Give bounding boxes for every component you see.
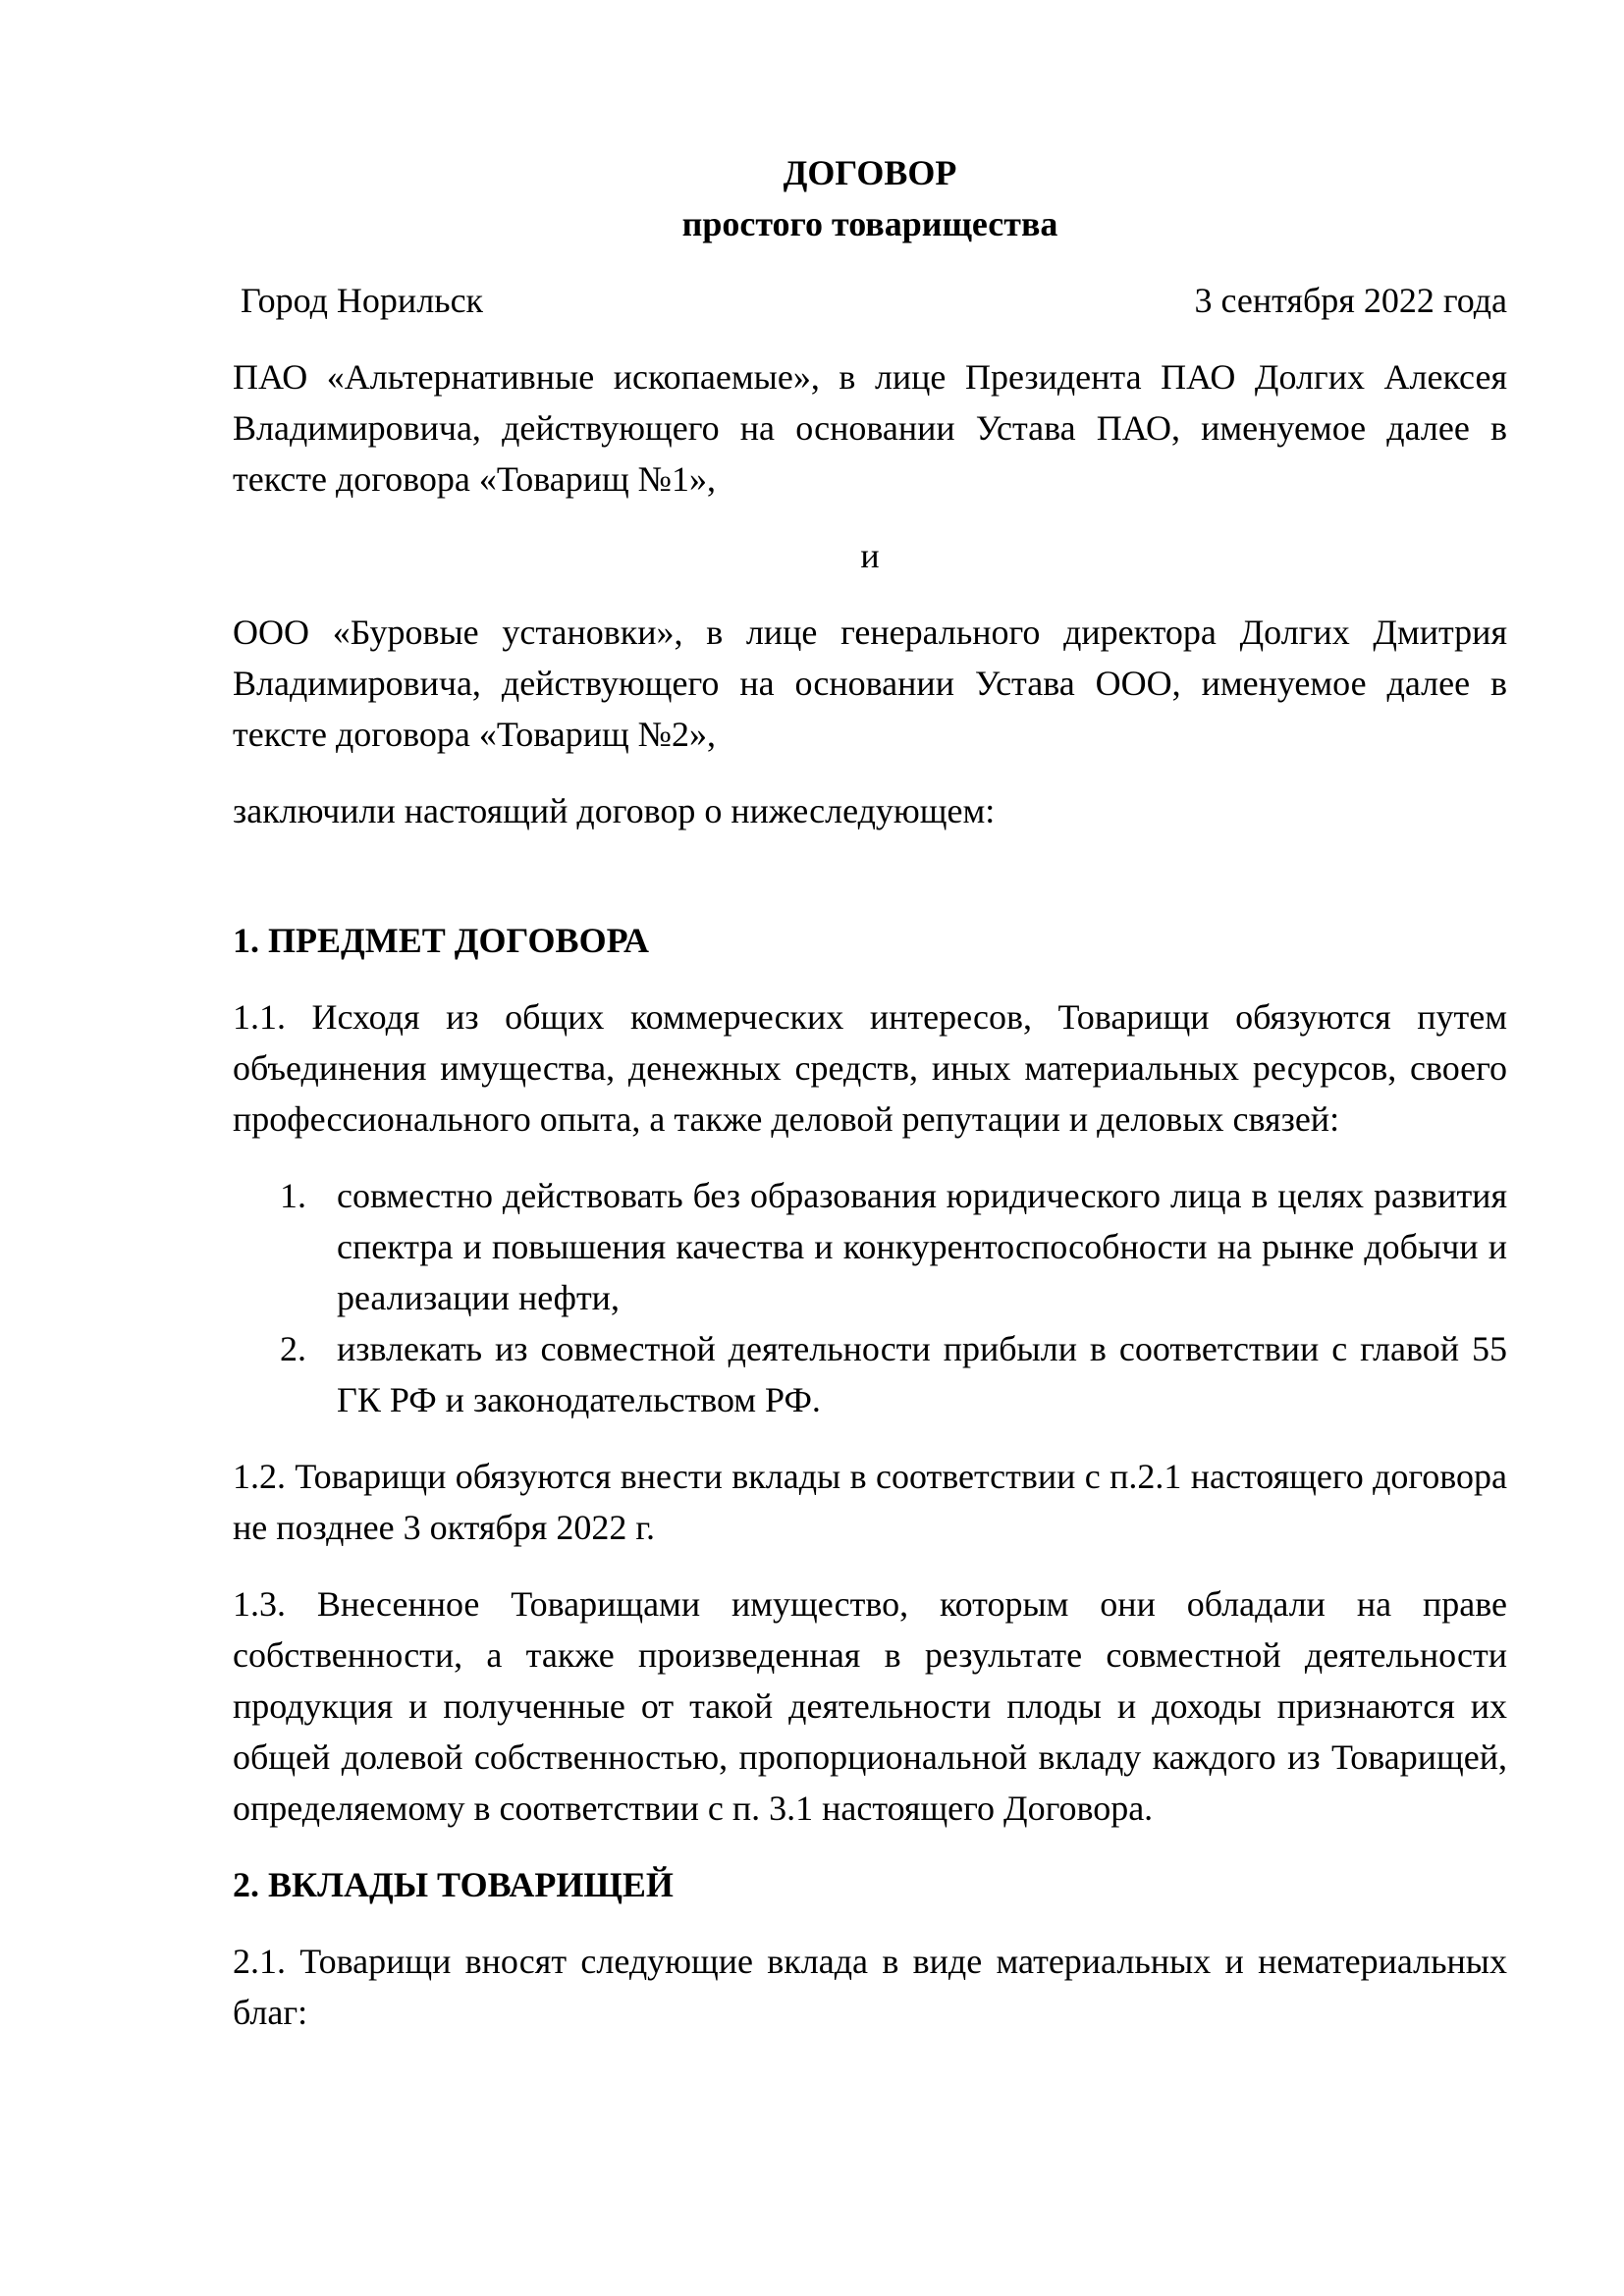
contract-date: 3 сентября 2022 года xyxy=(1194,281,1507,320)
list-item xyxy=(280,1170,1507,1323)
section-2-heading: 2. ВКЛАДЫ ТОВАРИЩЕЙ xyxy=(233,1865,674,1904)
contract-city: Город Норильск xyxy=(241,281,484,320)
place-date-line xyxy=(233,275,1507,326)
document-subtitle: простого товарищества xyxy=(681,204,1058,243)
preamble-end: заключили настоящий договор о нижеследующем: xyxy=(233,791,996,830)
clause-1-3: 1.3. Внесенное Товарищами имущество, которым они обладали на праве собственности, а также произведенная в результате совместной деятельности продукция и полученные от такой деятельности плоды и доходы признаются их общей долевой собственностью, пропорциональной вкладу каждого из Товарищей, определяемому в соответствии с п. 3.1 настоящего Договора. xyxy=(233,1584,1507,1828)
clause-1-2: 1.2. Товарищи обязуются внести вклады в соответствии с п.2.1 настоящего договора не позднее 3 октября 2022 г. xyxy=(233,1457,1507,1547)
clause-1-1: 1.1. Исходя из общих коммерческих интересов, Товарищи обязуются путем объединения имущества, денежных средств, иных материальных ресурсов, своего профессионального опыта, а также деловой репутации и деловых связей: xyxy=(233,997,1507,1139)
document-title: ДОГОВОР xyxy=(783,153,957,192)
section-1-heading: 1. ПРЕДМЕТ ДОГОВОРА xyxy=(233,921,649,960)
list-item-number: 2. xyxy=(280,1329,306,1368)
conjunction: и xyxy=(860,536,880,575)
list-item xyxy=(280,1323,1507,1425)
list-item-text: совместно действовать без образования юридического лица в целях развития спектра и повышения качества и конкурентоспособности на рынке добычи и реализации нефти, xyxy=(337,1176,1507,1317)
clause-1-1-list xyxy=(233,1170,1507,1425)
list-item-number: 1. xyxy=(280,1176,306,1215)
party-2-paragraph: ООО «Буровые установки», в лице генерального директора Долгих Дмитрия Владимировича, действующего на основании Устава ООО, именуемое далее в тексте договора «Товарищ №2», xyxy=(233,613,1507,754)
document-page xyxy=(233,147,1507,2038)
clause-2-1: 2.1. Товарищи вносят следующие вклада в виде материальных и нематериальных благ: xyxy=(233,1942,1507,2032)
party-1-paragraph: ПАО «Альтернативные ископаемые», в лице Президента ПАО Долгих Алексея Владимировича, действующего на основании Устава ПАО, именуемое далее в тексте договора «Товарищ №1», xyxy=(233,357,1507,499)
list-item-text: извлекать из совместной деятельности прибыли в соответствии с главой 55 ГК РФ и законодательством РФ. xyxy=(337,1329,1507,1419)
